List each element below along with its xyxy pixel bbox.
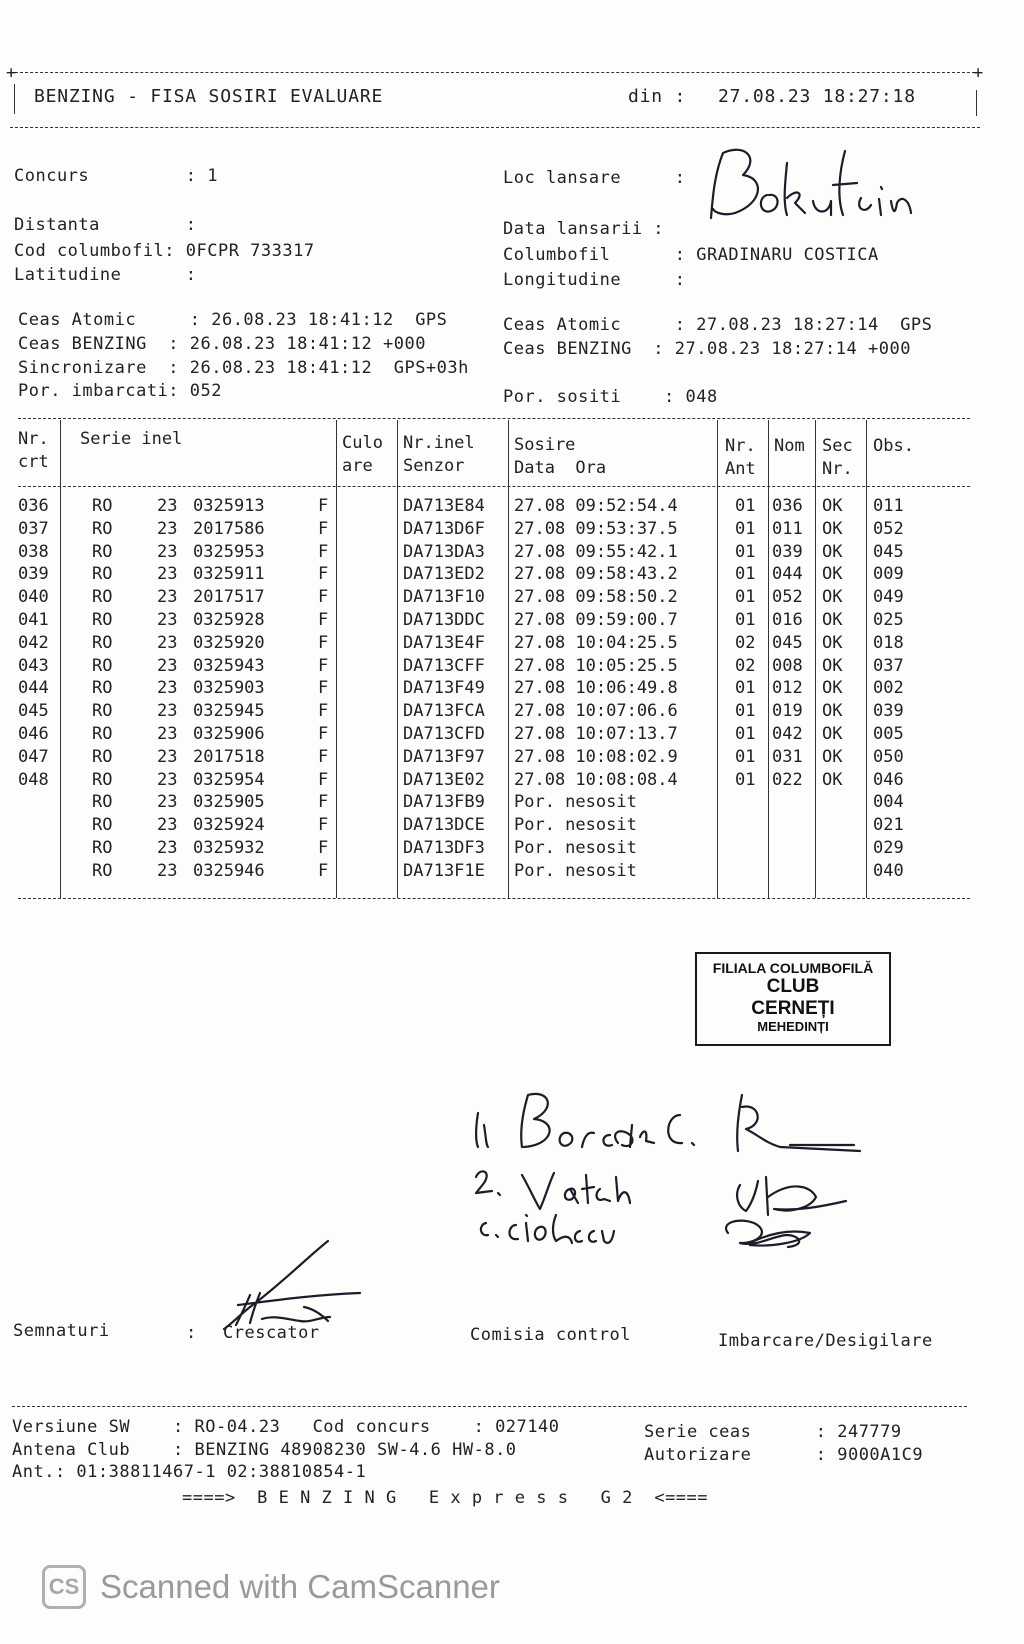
row-sec-status: OK [822,587,843,608]
table-bottom-rule [18,898,970,899]
distanta-line: Distanta : [14,215,197,235]
row-nr-crt: 044 [18,678,49,699]
row-sec-status: OK [822,518,843,539]
footer-rule [12,1406,967,1407]
row-arrival-time: 27.08 10:07:13.7 [514,724,678,744]
header-right-bar [976,90,977,116]
row-country: RO [92,655,113,676]
row-sensor-id: DA713DCE [403,815,485,836]
row-obs: 045 [873,541,904,562]
row-obs: 040 [873,860,904,881]
row-obs: 011 [873,496,904,516]
row-ring-number: 0325920 [193,632,265,653]
club-stamp [695,952,891,1046]
row-sex: F [318,724,329,744]
row-sec-status: OK [822,701,843,722]
row-year: 23 [157,724,178,744]
col-divider [397,420,398,898]
camscanner-watermark [42,1562,500,1612]
row-year: 23 [157,701,178,722]
row-country: RO [92,678,113,699]
table-header-rule [18,486,970,487]
row-sex: F [318,701,329,722]
row-sex: F [318,610,329,630]
col-divider [508,420,509,898]
row-ring-number: 0325911 [193,564,265,585]
row-nr-crt: 041 [18,610,49,630]
header-nr-ant-2: Ant [725,459,756,479]
handwritten-loc-lansare [705,143,935,233]
row-country: RO [92,838,113,858]
serie-ceas-line: Serie ceas : 247779 [644,1422,902,1442]
data-lansarii-line: Data lansarii : [503,219,665,239]
row-sec-status: OK [822,655,843,676]
row-sensor-id: DA713E4F [403,632,485,653]
row-obs: 018 [873,632,904,653]
ceas-benzing-right: Ceas BENZING : 27.08.23 18:27:14 +000 [503,339,911,359]
row-sex: F [318,678,329,699]
header-crt: crt [18,452,49,472]
corner-plus: + [6,63,17,83]
ceas-atomic-right: Ceas Atomic : 27.08.23 18:27:14 GPS [503,315,933,335]
row-obs: 021 [873,815,904,836]
row-sex: F [318,815,329,836]
row-sec-status: OK [822,678,843,699]
row-year: 23 [157,815,178,836]
row-nr-crt: 047 [18,746,49,767]
row-antenna: 01 [735,769,756,790]
col-divider [60,420,61,898]
row-sensor-id: DA713F49 [403,678,485,699]
header-nr-inel: Nr.inel [403,433,475,453]
header-senzor: Senzor [403,456,465,476]
row-year: 23 [157,860,178,881]
header-sec-1: Sec [822,436,853,456]
row-nr-crt: 045 [18,701,49,722]
stamp-line-1: FILIALA COLUMBOFILĂ [712,960,874,976]
row-sensor-id: DA713ED2 [403,564,485,585]
row-arrival-time: Por. nesosit [514,860,637,881]
row-country: RO [92,701,113,722]
col-divider [336,420,337,898]
row-obs: 002 [873,678,904,699]
row-sec-status: OK [822,496,843,516]
row-nom: 044 [772,564,803,585]
row-nom: 036 [772,496,803,516]
row-sex: F [318,518,329,539]
row-antenna: 01 [735,518,756,539]
row-sec-status: OK [822,724,843,744]
benzing-express-banner: ====> B E N Z I N G E x p r e s s G 2 <==== [182,1488,709,1508]
row-nr-crt: 036 [18,496,49,516]
row-ring-number: 0325903 [193,678,265,699]
row-sex: F [318,496,329,516]
row-arrival-time: 27.08 09:55:42.1 [514,541,678,562]
row-antenna: 01 [735,724,756,744]
handwritten-commission-signatures [470,1085,920,1275]
row-ring-number: 2017517 [193,587,265,608]
row-obs: 005 [873,724,904,744]
row-year: 23 [157,587,178,608]
header-nr-ant-1: Nr. [725,436,756,456]
camscanner-text: Scanned with CamScanner [100,1568,500,1605]
row-ring-number: 0325913 [193,496,265,516]
row-sensor-id: DA713F1E [403,860,485,881]
row-nom: 008 [772,655,803,676]
header-nr: Nr. [18,429,49,449]
row-sensor-id: DA713FCA [403,701,485,722]
row-ring-number: 0325905 [193,792,265,813]
versiune-sw-line: Versiune SW : RO-04.23 Cod concurs : 027140 [12,1417,560,1437]
row-country: RO [92,518,113,539]
row-sec-status: OK [822,541,843,562]
row-sensor-id: DA713CFF [403,655,485,676]
row-country: RO [92,587,113,608]
row-sex: F [318,860,329,881]
row-obs: 037 [873,655,904,676]
header-bottom-rule [10,127,980,128]
row-sex: F [318,632,329,653]
row-nr-crt: 046 [18,724,49,744]
row-sec-status: OK [822,564,843,585]
row-arrival-time: 27.08 09:53:37.5 [514,518,678,539]
header-culoare-2: are [342,456,373,476]
header-data-ora: Data Ora [514,458,607,478]
row-year: 23 [157,632,178,653]
row-year: 23 [157,678,178,699]
row-nr-crt: 043 [18,655,49,676]
por-sositi-line: Por. sositi : 048 [503,387,718,407]
row-nom: 011 [772,518,803,539]
row-nom: 052 [772,587,803,608]
din-label: din : [628,86,687,107]
row-year: 23 [157,518,178,539]
semnaturi-label: Semnaturi [13,1321,110,1341]
row-sensor-id: DA713E84 [403,496,485,516]
row-antenna: 01 [735,701,756,722]
row-year: 23 [157,610,178,630]
row-sensor-id: DA713DDC [403,610,485,630]
header-left-bar [14,84,15,114]
row-nr-crt: 040 [18,587,49,608]
row-country: RO [92,815,113,836]
antena-club-line: Antena Club : BENZING 48908230 SW-4.6 HW-8.0 [12,1440,517,1460]
header-culoare-1: Culo [342,433,383,453]
stamp-line-4: MEHEDINȚI [757,1018,829,1034]
row-arrival-time: 27.08 10:05:25.5 [514,655,678,676]
row-ring-number: 0325954 [193,769,265,790]
row-sensor-id: DA713CFD [403,724,485,744]
row-nom: 022 [772,769,803,790]
row-year: 23 [157,541,178,562]
row-year: 23 [157,746,178,767]
row-nom: 031 [772,746,803,767]
row-antenna: 01 [735,564,756,585]
row-nr-crt: 039 [18,564,49,585]
row-sex: F [318,769,329,790]
row-nom: 039 [772,541,803,562]
header-nom: Nom [774,436,805,456]
row-nr-crt: 042 [18,632,49,653]
row-obs: 052 [873,518,904,539]
stamp-line-2: CLUB [766,976,820,998]
row-sex: F [318,587,329,608]
row-antenna: 01 [735,587,756,608]
row-country: RO [92,541,113,562]
antenna-ids-line: Ant.: 01:38811467-1 02:38810854-1 [12,1462,367,1482]
row-ring-number: 0325924 [193,815,265,836]
row-sensor-id: DA713D6F [403,518,485,539]
row-antenna: 01 [735,746,756,767]
header-sec-2: Nr. [822,459,853,479]
col-divider [815,420,816,898]
row-obs: 009 [873,564,904,585]
ceas-benzing-left: Ceas BENZING : 26.08.23 18:41:12 +000 [18,334,426,354]
row-arrival-time: 27.08 09:52:54.4 [514,496,678,516]
row-arrival-time: 27.08 09:58:43.2 [514,564,678,585]
row-sec-status: OK [822,610,843,630]
col-divider [768,420,769,898]
row-sex: F [318,564,329,585]
row-ring-number: 0325953 [193,541,265,562]
row-nr-crt: 038 [18,541,49,562]
header-top-rule [10,72,980,73]
row-ring-number: 0325945 [193,701,265,722]
header-obs: Obs. [873,436,914,456]
row-antenna: 01 [735,678,756,699]
row-arrival-time: 27.08 10:08:02.9 [514,746,678,767]
stamp-line-3: CERNEȚI [751,997,835,1019]
longitudine-line: Longitudine : [503,270,686,290]
row-obs: 050 [873,746,904,767]
row-arrival-time: 27.08 10:08:08.4 [514,769,678,790]
row-ring-number: 0325946 [193,860,265,881]
row-nom: 045 [772,632,803,653]
sincronizare-line: Sincronizare : 26.08.23 18:41:12 GPS+03h [18,358,469,378]
row-country: RO [92,769,113,790]
row-obs: 049 [873,587,904,608]
comisia-control-label: Comisia control [470,1325,632,1345]
row-ring-number: 0325943 [193,655,265,676]
row-nom: 016 [772,610,803,630]
row-sensor-id: DA713E02 [403,769,485,790]
report-title: BENZING - FISA SOSIRI EVALUARE [34,86,384,107]
cod-columbofil-line: Cod columbofil: 0FCPR 733317 [14,241,315,261]
report-datetime: 27.08.23 18:27:18 [718,86,916,107]
row-obs: 025 [873,610,904,630]
row-ring-number: 0325906 [193,724,265,744]
loc-lansare-line: Loc lansare : [503,168,686,188]
row-country: RO [92,792,113,813]
row-sex: F [318,541,329,562]
latitudine-line: Latitudine : [14,265,197,285]
row-country: RO [92,724,113,744]
row-sex: F [318,792,329,813]
row-year: 23 [157,838,178,858]
row-nr-crt: 048 [18,769,49,790]
handwritten-crescator-signature [210,1235,370,1335]
row-arrival-time: Por. nesosit [514,792,637,813]
row-ring-number: 2017586 [193,518,265,539]
row-country: RO [92,746,113,767]
row-antenna: 01 [735,541,756,562]
row-antenna: 01 [735,496,756,516]
row-arrival-time: Por. nesosit [514,815,637,836]
concurs-line: Concurs : 1 [14,166,218,186]
row-antenna: 02 [735,632,756,653]
corner-plus: + [973,63,984,83]
col-divider [717,420,718,898]
ceas-atomic-left: Ceas Atomic : 26.08.23 18:41:12 GPS [18,310,448,330]
row-sec-status: OK [822,769,843,790]
row-arrival-time: 27.08 10:07:06.6 [514,701,678,722]
por-imbarcati-line: Por. imbarcati: 052 [18,381,222,401]
row-ring-number: 2017518 [193,746,265,767]
row-sensor-id: DA713F10 [403,587,485,608]
row-sec-status: OK [822,632,843,653]
row-year: 23 [157,792,178,813]
row-sex: F [318,655,329,676]
table-top-rule [18,418,970,419]
row-arrival-time: 27.08 10:06:49.8 [514,678,678,699]
row-arrival-time: 27.08 10:04:25.5 [514,632,678,653]
header-serie-inel: Serie inel [80,429,183,449]
row-year: 23 [157,655,178,676]
imbarcare-desigilare-label: Imbarcare/Desigilare [718,1331,933,1351]
row-obs: 039 [873,701,904,722]
row-sensor-id: DA713FB9 [403,792,485,813]
row-arrival-time: 27.08 09:59:00.7 [514,610,678,630]
row-year: 23 [157,564,178,585]
row-sex: F [318,746,329,767]
row-country: RO [92,860,113,881]
row-sec-status: OK [822,746,843,767]
camscanner-logo-icon: CS [42,1565,86,1609]
row-sensor-id: DA713F97 [403,746,485,767]
row-year: 23 [157,496,178,516]
row-nom: 042 [772,724,803,744]
row-antenna: 02 [735,655,756,676]
semnaturi-colon: : [186,1323,197,1343]
row-antenna: 01 [735,610,756,630]
crescator-label: Crescator [223,1323,320,1343]
row-obs: 046 [873,769,904,790]
columbofil-line: Columbofil : GRADINARU COSTICA [503,245,879,265]
row-nom: 012 [772,678,803,699]
row-arrival-time: Por. nesosit [514,838,637,858]
row-sensor-id: DA713DA3 [403,541,485,562]
row-country: RO [92,632,113,653]
row-country: RO [92,496,113,516]
row-nom: 019 [772,701,803,722]
row-country: RO [92,564,113,585]
row-sensor-id: DA713DF3 [403,838,485,858]
header-sosire: Sosire [514,435,576,455]
row-country: RO [92,610,113,630]
row-obs: 029 [873,838,904,858]
row-arrival-time: 27.08 09:58:50.2 [514,587,678,608]
row-obs: 004 [873,792,904,813]
row-ring-number: 0325928 [193,610,265,630]
row-ring-number: 0325932 [193,838,265,858]
col-divider [866,420,867,898]
row-year: 23 [157,769,178,790]
autorizare-line: Autorizare : 9000A1C9 [644,1445,924,1465]
row-nr-crt: 037 [18,518,49,539]
row-sex: F [318,838,329,858]
